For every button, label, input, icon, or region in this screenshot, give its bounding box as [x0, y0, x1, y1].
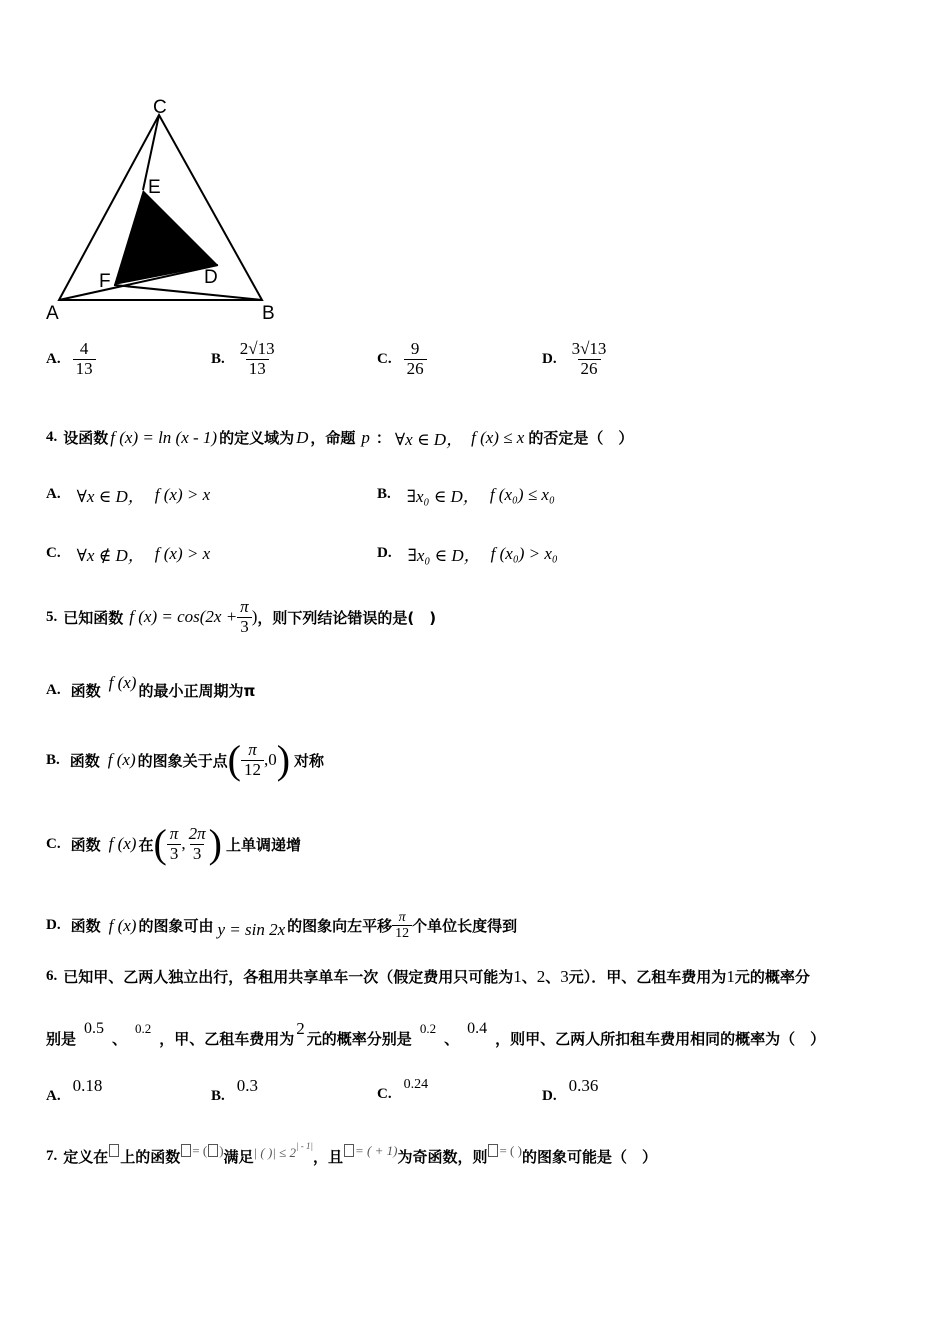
q3-option-d[interactable]: [542, 340, 609, 378]
fraction-pi-12: $\frac{\pi}{12}$: [241, 741, 264, 779]
q7-stem: 7. 定义在 上的函数 = ( ) 满足 | ( )| ≤ 2 | - 1| ，且 = ( + 1) 为奇函数，则 = ( ) 的图象可能是（ ）: [46, 1140, 657, 1166]
q6-stem-line2: 别是 0.5 、 0.2 ，甲、乙租车费用为 2 元的概率分别是 0.2 、 0.4 ，则甲、乙两人所扣租车费用相同的概率为（ ）: [46, 1018, 826, 1048]
label-e: E: [148, 177, 161, 198]
q4-option-c[interactable]: C. ∀x ∉ D， f (x) > x: [46, 543, 211, 565]
q7-eq3: = ( ): [487, 1143, 522, 1159]
q5-option-d[interactable]: D. 函数 f (x) 的图象可由 y = sin 2x 的图象向左平移 $\frac{\pi}{12}$ 个单位长度得到: [46, 910, 518, 942]
q7-eq1: = ( ): [180, 1143, 223, 1159]
label-a: A: [46, 303, 59, 324]
q5-stem: 5. 已知函数 f (x) = cos(2x + $\frac{\pi}{3}$ ) ，则下列结论错误的是( ): [46, 597, 437, 636]
label-d: D: [204, 267, 218, 288]
question-number: 7.: [46, 1148, 58, 1164]
q7-eq2: = ( + 1): [343, 1143, 397, 1159]
q6-option-a[interactable]: A. 0.18: [46, 1076, 103, 1104]
q6-option-b[interactable]: B. 0.3: [211, 1076, 259, 1104]
missing-glyph-icon: [344, 1144, 354, 1157]
option-label: B.: [211, 350, 225, 367]
segment-bf: [114, 285, 262, 300]
q4-option-a[interactable]: A. ∀x ∈ D， f (x) > x: [46, 484, 211, 506]
fraction-pi-12: $\frac{\pi}{12}$: [392, 910, 412, 942]
fraction-pi-3: $\frac{\pi}{3}$: [237, 598, 252, 636]
q4-option-d[interactable]: D. ∃x₀ ∈ D， f (x₀) > x₀: [377, 543, 558, 565]
fraction-2pi-3: $\frac{2\pi}{3}$: [188, 823, 206, 863]
shaded-triangle-def: [114, 190, 218, 285]
missing-glyph-icon: [109, 1144, 119, 1157]
fraction: $\frac{3√13}{26}$: [571, 339, 607, 378]
q5-option-a[interactable]: A. 函数 f (x) 的最小正周期为π: [46, 672, 256, 700]
fraction: $\frac{9}{26}$: [404, 340, 427, 378]
q3-option-b[interactable]: [211, 340, 278, 378]
question-number: 4.: [46, 429, 58, 445]
q6-stem-line1: 6. 已知甲、乙两人独立出行，各租用共享单车一次（假定费用只可能为 1 、 2 、 3 元）．甲、乙租车费用为 1 元的概率分: [46, 966, 810, 986]
q6-option-c[interactable]: C. 0.24: [377, 1076, 429, 1102]
option-label: D.: [542, 350, 557, 367]
q4-stem: 4. 设函数 f (x) = ln (x - 1) 的定义域为 D ，命题 p ： ∀x ∈ D， f (x) ≤ x 的否定是（ ）: [46, 427, 634, 449]
missing-glyph-icon: [181, 1144, 191, 1157]
triangle-figure: [40, 95, 290, 330]
fraction: $\frac{2√13}{13}$: [239, 339, 275, 378]
option-label: C.: [377, 350, 392, 367]
question-number: 5.: [46, 608, 58, 625]
option-label: A.: [46, 350, 61, 367]
missing-glyph-icon: [488, 1144, 498, 1157]
q4-option-b[interactable]: B. ∃x₀ ∈ D， f (x₀) ≤ x₀: [377, 484, 555, 506]
label-b: B: [262, 303, 275, 324]
q6-option-d[interactable]: D. 0.36: [542, 1076, 599, 1104]
q7-ineq: | ( )| ≤ 2 | - 1|: [253, 1140, 313, 1160]
q5-option-b[interactable]: B. 函数 f (x) 的图象关于点 ( $\frac{\pi}{12}$ ,0 ) 对称: [46, 737, 325, 782]
q3-option-c[interactable]: [377, 340, 427, 378]
label-f: F: [99, 271, 111, 292]
fraction: $\frac{4}{13}$: [73, 340, 96, 378]
q5-option-c[interactable]: C. 函数 f (x) 在 ( $\frac{\pi}{3}$ , $\frac{2\pi}{3}$ ) 上单调递增: [46, 821, 301, 866]
missing-glyph-icon: [208, 1144, 218, 1157]
question-number: 6.: [46, 968, 58, 984]
label-c: C: [153, 97, 167, 118]
fraction-pi-3: $\frac{\pi}{3}$: [167, 825, 182, 863]
q3-option-a[interactable]: [46, 340, 96, 378]
